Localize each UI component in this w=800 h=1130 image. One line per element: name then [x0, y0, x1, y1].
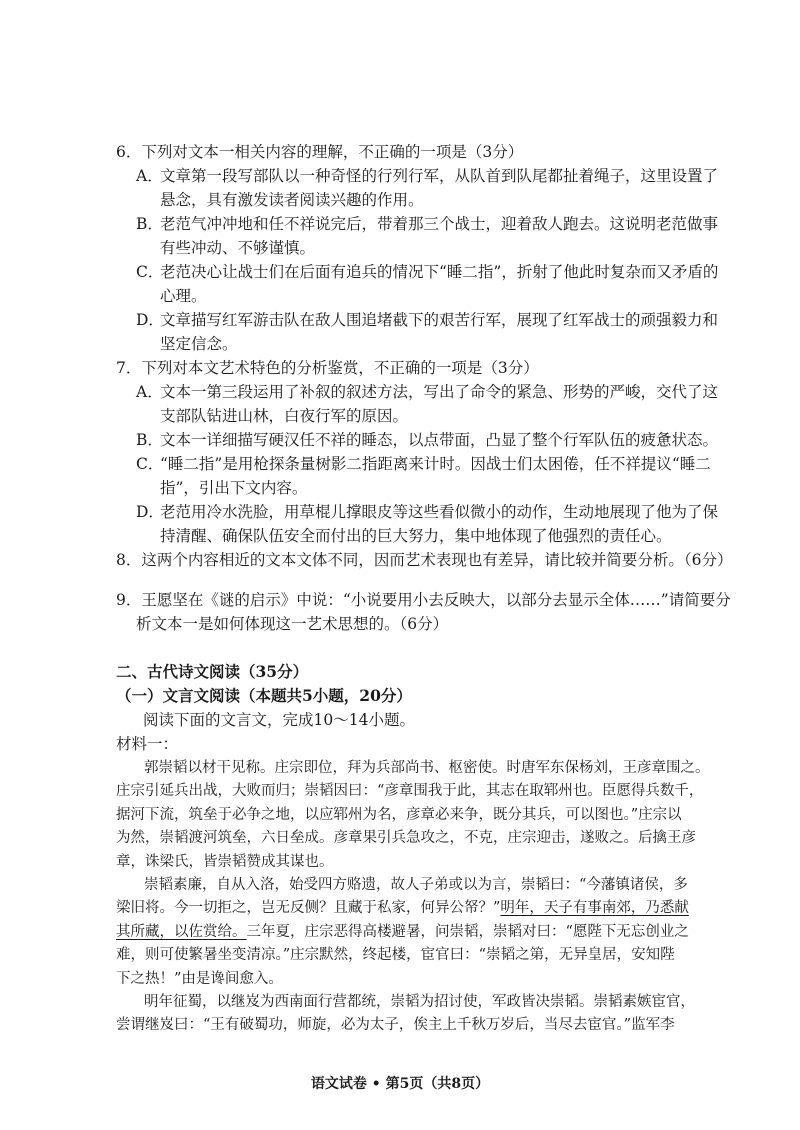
passage-line: 为然，崇韬渡河筑垒，六日垒成。彦章果引兵急攻之，不克，庄宗迎击，遂败之。后擒王彦 — [116, 830, 696, 847]
question-7-option-b: B．文本一详细描写硬汉任不祥的睡态，以点带面，凸显了整个行军队伍的疲惫状态。 — [136, 431, 719, 449]
question-6-option-b: B．老范气冲冲地和任不祥说完后，带着那三个战士，迎着敌人跑去。这说明老范做事 有些冲动、不够谨慎。 — [136, 215, 719, 257]
question-6-option-a: A．文章第一段写部队以一种奇怪的行列行军，从队首到队尾都扯着绳子，这里设置了 悬念，具有激发读者阅读兴趣的作用。 — [136, 167, 719, 209]
question-6-option-c: C．老范决心让战士们在后面有追兵的情况下“睡二指”，折射了他此时复杂而又矛盾的 心理。 — [136, 263, 719, 305]
passage-line: 其所藏，以佐赏给。三年夏，庄宗恶得高楼避暑，问崇韬，崇韬对曰：“愿陛下无忘创业之 — [116, 923, 689, 940]
page-footer: 语文试卷 • 第5页（共8页） — [310, 1076, 490, 1092]
underlined-sentence: 明年，天子有事南郊，乃悉献 — [500, 900, 689, 917]
question-7-option-d: D．老范用冷水洗脸，用草棍儿撑眼皮等这些看似微小的动作，生动地展现了他为了保 持清醒、确保队伍安全而付出的巨大努力，集中地体现了他强烈的责任心。 — [136, 503, 719, 545]
question-6-option-d: D．文章描写红军游击队在敌人围追堵截下的艰苦行军，展现了红军战士的顽强毅力和 坚定信念。 — [136, 311, 719, 353]
passage-line: 尝谓继岌曰：“王有破蜀功，师旋，必为太子，俟主上千秋万岁后，当尽去宦官。”监军李 — [116, 1017, 675, 1034]
passage-line: 郭崇韬以材干见称。庄宗即位，拜为兵部尚书、枢密使。时唐军东保杨刘，王彦章围之。 — [144, 760, 710, 776]
passage-line: 明年征蜀，以继岌为西南面行营都统，崇韬为招讨使，军政皆决崇韬。崇韬素嫉宦官， — [144, 994, 695, 1011]
passage-line: 据河下流，筑垒于必争之地，以应郓州为名，彦章必来争，既分其兵，可以图也。”庄宗以 — [116, 806, 682, 823]
underlined-sentence: 其所藏，以佐赏给。 — [116, 923, 247, 940]
passage-line: 下之热！”由是谗间愈入。 — [116, 970, 283, 987]
passage-line: 难，则可使繁暑坐变清凉。”庄宗默然，终起楼，宦官曰：“崇韬之第，无异皇居，安知陛 — [116, 947, 675, 964]
question-7-option-a: A．文本一第三段运用了补叙的叙述方法，写出了命令的紧急、形势的严峻，交代了这 支部队钻进山林，白夜行军的原因。 — [136, 383, 719, 425]
passage-line: 崇韬素廉，自从入洛，始受四方赂遗，故人子弟或以为言，崇韬曰：“今藩镇诸侯，多 — [144, 877, 688, 894]
reading-instruction: 阅读下面的文言文，完成10～14小题。 — [143, 711, 415, 729]
classical-passage — [116, 757, 710, 1038]
subsection-title: （一）文言文阅读（本题共5小题，20分） — [116, 686, 412, 705]
passage-line: 庄宗引延兵出战，大败而归；崇韬因曰：“彦章围我于此，其志在取郓州也。臣愿得兵数千， — [116, 783, 704, 800]
passage-line: 章，诛梁氏，皆崇韬赞成其谋也。 — [116, 853, 334, 870]
question-8: 8．这两个内容相近的文本文体不同，因而艺术表现也有差异，请比较并简要分析。（6分） — [116, 551, 733, 569]
question-6-stem: 6．下列对文本一相关内容的理解，不正确的一项是（3分） — [116, 143, 524, 161]
material-label: 材料一： — [116, 735, 179, 753]
question-7-stem: 7．下列对本文艺术特色的分析鉴赏，不正确的一项是（3分） — [116, 359, 539, 377]
section-title: 二、古代诗文阅读（35分） — [116, 662, 309, 681]
passage-line: 梁旧将。今一切拒之，岂无反侧？且藏于私家，何异公帑？”明年，天子有事南郊，乃悉献 — [116, 900, 689, 917]
question-9: 9．王愿坚在《谜的启示》中说：“小说要用小去反映大，以部分去显示全体……”请简要分 析文本一是如何体现这一艺术思想的。（6分） — [116, 591, 731, 633]
question-7-option-c: C．“睡二指”是用枪探条量树影二指距离来计时。因战士们太困倦，任不祥提议“睡二 指”，引出下文内容。 — [136, 455, 711, 497]
